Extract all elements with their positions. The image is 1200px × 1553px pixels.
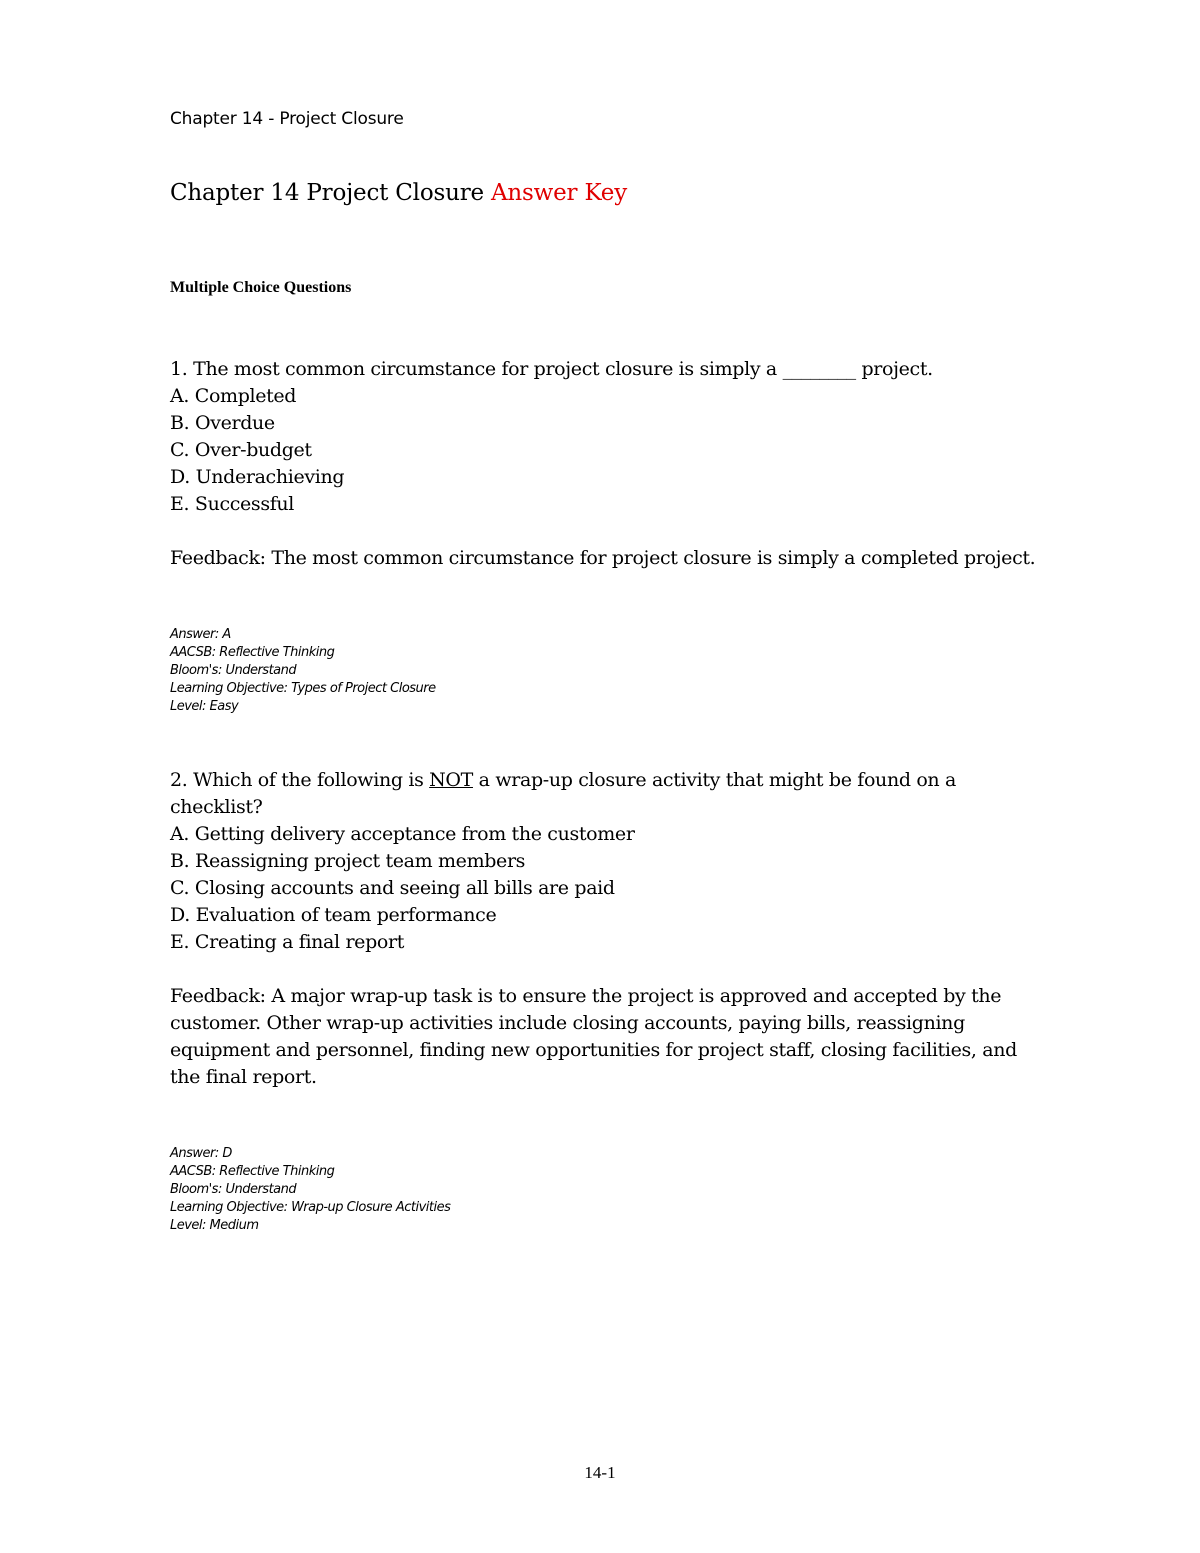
section-heading: Multiple Choice Questions bbox=[170, 279, 352, 296]
stem-emphasis: NOT bbox=[429, 769, 473, 791]
answer-option-c: C. Closing accounts and seeing all bills are paid bbox=[170, 877, 615, 899]
answer-option-a: A. Completed bbox=[170, 385, 297, 407]
meta-level: Level: Medium bbox=[170, 1218, 259, 1233]
running-header: Chapter 14 - Project Closure bbox=[170, 109, 404, 129]
question-stem bbox=[170, 767, 1050, 821]
stem-before: 2. Which of the following is bbox=[170, 769, 430, 791]
feedback-text: Feedback: A major wrap-up task is to ensure the project is approved and accepted by the customer. Other wrap-up activities include closing accounts, paying bills, reassigning equipment and personnel, finding new opportunities for project staff, closing facilities, and the final report. bbox=[170, 985, 1017, 1088]
question-metadata bbox=[170, 626, 1050, 716]
page-title bbox=[170, 180, 627, 206]
meta-blooms: Bloom's: Understand bbox=[170, 663, 297, 678]
page-number: 14-1 bbox=[584, 1463, 616, 1482]
meta-answer: Answer: D bbox=[170, 1146, 232, 1161]
meta-blooms: Bloom's: Understand bbox=[170, 1182, 297, 1197]
answer-option-b: B. Overdue bbox=[170, 412, 275, 434]
answer-option-e: E. Creating a final report bbox=[170, 931, 404, 953]
answer-option-d: D. Underachieving bbox=[170, 466, 345, 488]
meta-learning-objective: Learning Objective: Wrap-up Closure Activities bbox=[170, 1200, 451, 1215]
answer-option-c: C. Over-budget bbox=[170, 439, 312, 461]
question-stem: 1. The most common circumstance for project closure is simply a ________ project. bbox=[170, 358, 933, 380]
question-metadata bbox=[170, 1145, 1050, 1235]
answer-option-e: E. Successful bbox=[170, 493, 295, 515]
meta-level: Level: Easy bbox=[170, 699, 239, 714]
meta-learning-objective: Learning Objective: Types of Project Closure bbox=[170, 681, 436, 696]
answer-option-a: A. Getting delivery acceptance from the customer bbox=[170, 823, 635, 845]
stem-after: a wrap-up closure activity that might be found on a checklist? bbox=[170, 769, 956, 818]
question-2 bbox=[170, 767, 1050, 1235]
question-1 bbox=[170, 356, 1050, 716]
feedback-text: Feedback: The most common circumstance for project closure is simply a completed project. bbox=[170, 547, 1036, 569]
answer-option-b: B. Reassigning project team members bbox=[170, 850, 526, 872]
meta-aacsb: AACSB: Reflective Thinking bbox=[170, 1164, 335, 1179]
answer-option-d: D. Evaluation of team performance bbox=[170, 904, 497, 926]
meta-aacsb: AACSB: Reflective Thinking bbox=[170, 645, 335, 660]
title-accent: Answer Key bbox=[491, 180, 628, 206]
meta-answer: Answer: A bbox=[170, 627, 231, 642]
title-main: Chapter 14 Project Closure bbox=[170, 180, 492, 206]
